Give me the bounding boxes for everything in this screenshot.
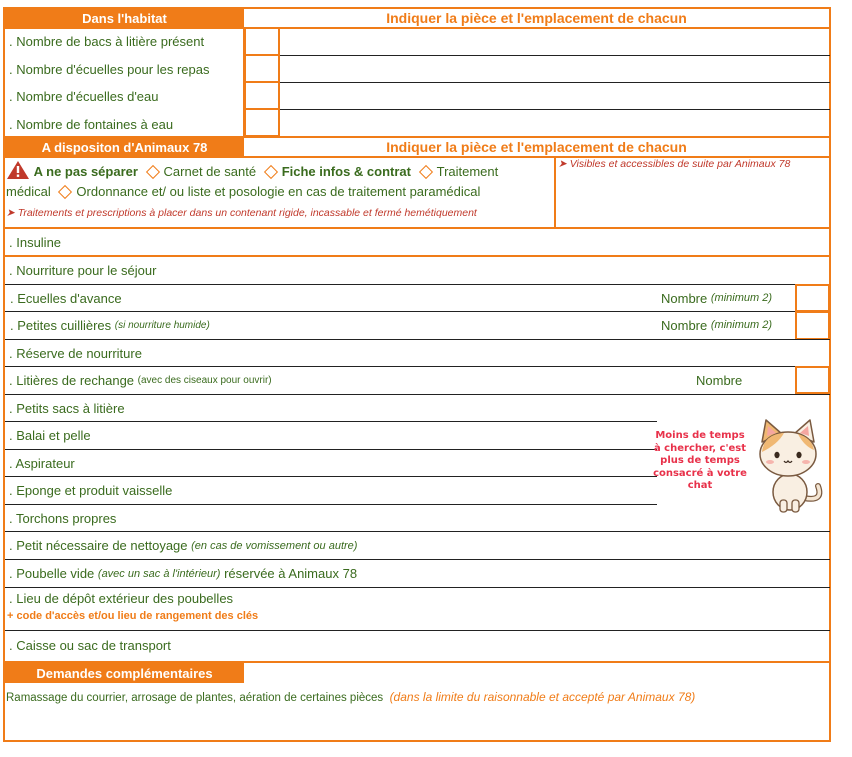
row-balai: . Balai et pelle (9, 428, 91, 443)
disposition-header: A dispositon d'Animaux 78 (5, 138, 244, 156)
location-line[interactable] (280, 55, 830, 56)
row-insuline: . Insuline (9, 234, 62, 250)
warning-icon (6, 160, 30, 180)
count-input-bacs[interactable] (244, 27, 280, 56)
cat-caption: Moins de temps à chercher, c'est plus de temps consacré à votre chat (653, 430, 747, 491)
row-necessaire (5, 532, 605, 559)
demandes-header: Demandes complémentaires (5, 663, 244, 683)
side-note: ➤ Visibles et accessibles de suite par Animaux 78 (558, 158, 791, 170)
row-aspirateur: . Aspirateur (9, 456, 75, 471)
cat-illustration (748, 416, 828, 516)
item-traitement-cont: médical (6, 184, 51, 199)
poubelle-rest: réservée à Animaux 78 (224, 566, 358, 581)
depot-note: + code d'accès et/ou lieu de rangement des clés (7, 610, 259, 622)
diamond-icon (419, 165, 433, 179)
row-eponge: . Eponge et produit vaisselle (9, 483, 173, 498)
item-traitement: Traitement (436, 164, 499, 179)
row-poubelle (5, 560, 605, 587)
location-line[interactable] (280, 109, 830, 110)
row-ecuelles-eau: . Nombre d'écuelles d'eau (9, 88, 159, 104)
row-reserve: . Réserve de nourriture (9, 345, 142, 361)
minimum-note: (minimum 2) (710, 319, 772, 331)
row-torchons: . Torchons propres (9, 511, 117, 526)
litieres-note: (avec des ciseaux pour ouvrir) (137, 375, 272, 386)
warning-note: ➤ Traitements et prescriptions à placer dans un contenant rigide, incassable et fermé hemétiquement (6, 207, 477, 219)
necessaire-note: (en cas de vomissement ou autre) (191, 539, 358, 552)
item-ordonnance: Ordonnance et/ ou liste et posologie en cas de traitement paramédical (76, 184, 481, 199)
row-caisse: . Caisse ou sac de transport (9, 637, 171, 653)
item-carnet: Carnet de santé (163, 164, 257, 179)
poubelle-note: (avec un sac à l'intérieur) (97, 567, 221, 580)
nombre-label: Nombre (661, 317, 708, 333)
row-ecuelles-repas: . Nombre d'écuelles pour les repas (9, 61, 210, 77)
warning-block (6, 160, 554, 226)
row-fontaines: . Nombre de fontaines à eau (9, 116, 174, 132)
count-input-fontaines[interactable] (244, 108, 280, 137)
demandes-text[interactable] (6, 690, 826, 704)
ecuelles-nombre (657, 285, 795, 311)
count-input-ecuelles-avance[interactable] (795, 284, 830, 312)
count-input-cuilleres[interactable] (795, 311, 830, 340)
count-input-litieres[interactable] (795, 366, 830, 394)
item-fiche: Fiche infos & contrat (281, 164, 411, 179)
cuilleres-nombre (657, 312, 795, 338)
diamond-icon (145, 165, 159, 179)
row-petits-sacs: . Petits sacs à litière (9, 401, 125, 416)
count-input-ecuelles-eau[interactable] (244, 81, 280, 110)
demandes-content: Ramassage du courrier, arrosage de plantes, aération de certaines pièces (6, 692, 384, 704)
diamond-icon (264, 165, 278, 179)
divider (554, 156, 556, 228)
count-input-ecuelles-repas[interactable] (244, 54, 280, 83)
minimum-note: (minimum 2) (710, 292, 772, 304)
cuilleres-note: (si nourriture humide) (114, 319, 210, 331)
warning-lead: A ne pas séparer (33, 164, 138, 179)
poubelle-label: . Poubelle vide (9, 566, 95, 581)
litieres-label: . Litières de rechange (9, 373, 135, 388)
habitat-instruction: Indiquer la pièce et l'emplacement de chacun (386, 10, 687, 26)
litieres-nombre: Nombre (696, 373, 743, 388)
row-nourriture: . Nourriture pour le séjour (9, 262, 157, 278)
habitat-header: Dans l'habitat (5, 9, 244, 27)
row-petites-cuilleres (6, 312, 406, 338)
row-bacs-litiere: . Nombre de bacs à litière présent (9, 34, 205, 49)
row-depot: . Lieu de dépôt extérieur des poubelles (9, 590, 234, 606)
demandes-note: (dans la limite du raisonnable et accepté par Animaux 78) (389, 690, 696, 704)
cuilleres-label: . Petites cuillières (10, 317, 112, 333)
diamond-icon (58, 185, 72, 199)
row-litieres (5, 367, 405, 394)
row-ecuelles-avance: . Ecuelles d'avance (10, 290, 122, 306)
location-line[interactable] (280, 82, 830, 83)
disposition-instruction: Indiquer la pièce et l'emplacement de chacun (386, 139, 687, 155)
nombre-label: Nombre (661, 290, 708, 306)
necessaire-label: . Petit nécessaire de nettoyage (9, 538, 188, 553)
